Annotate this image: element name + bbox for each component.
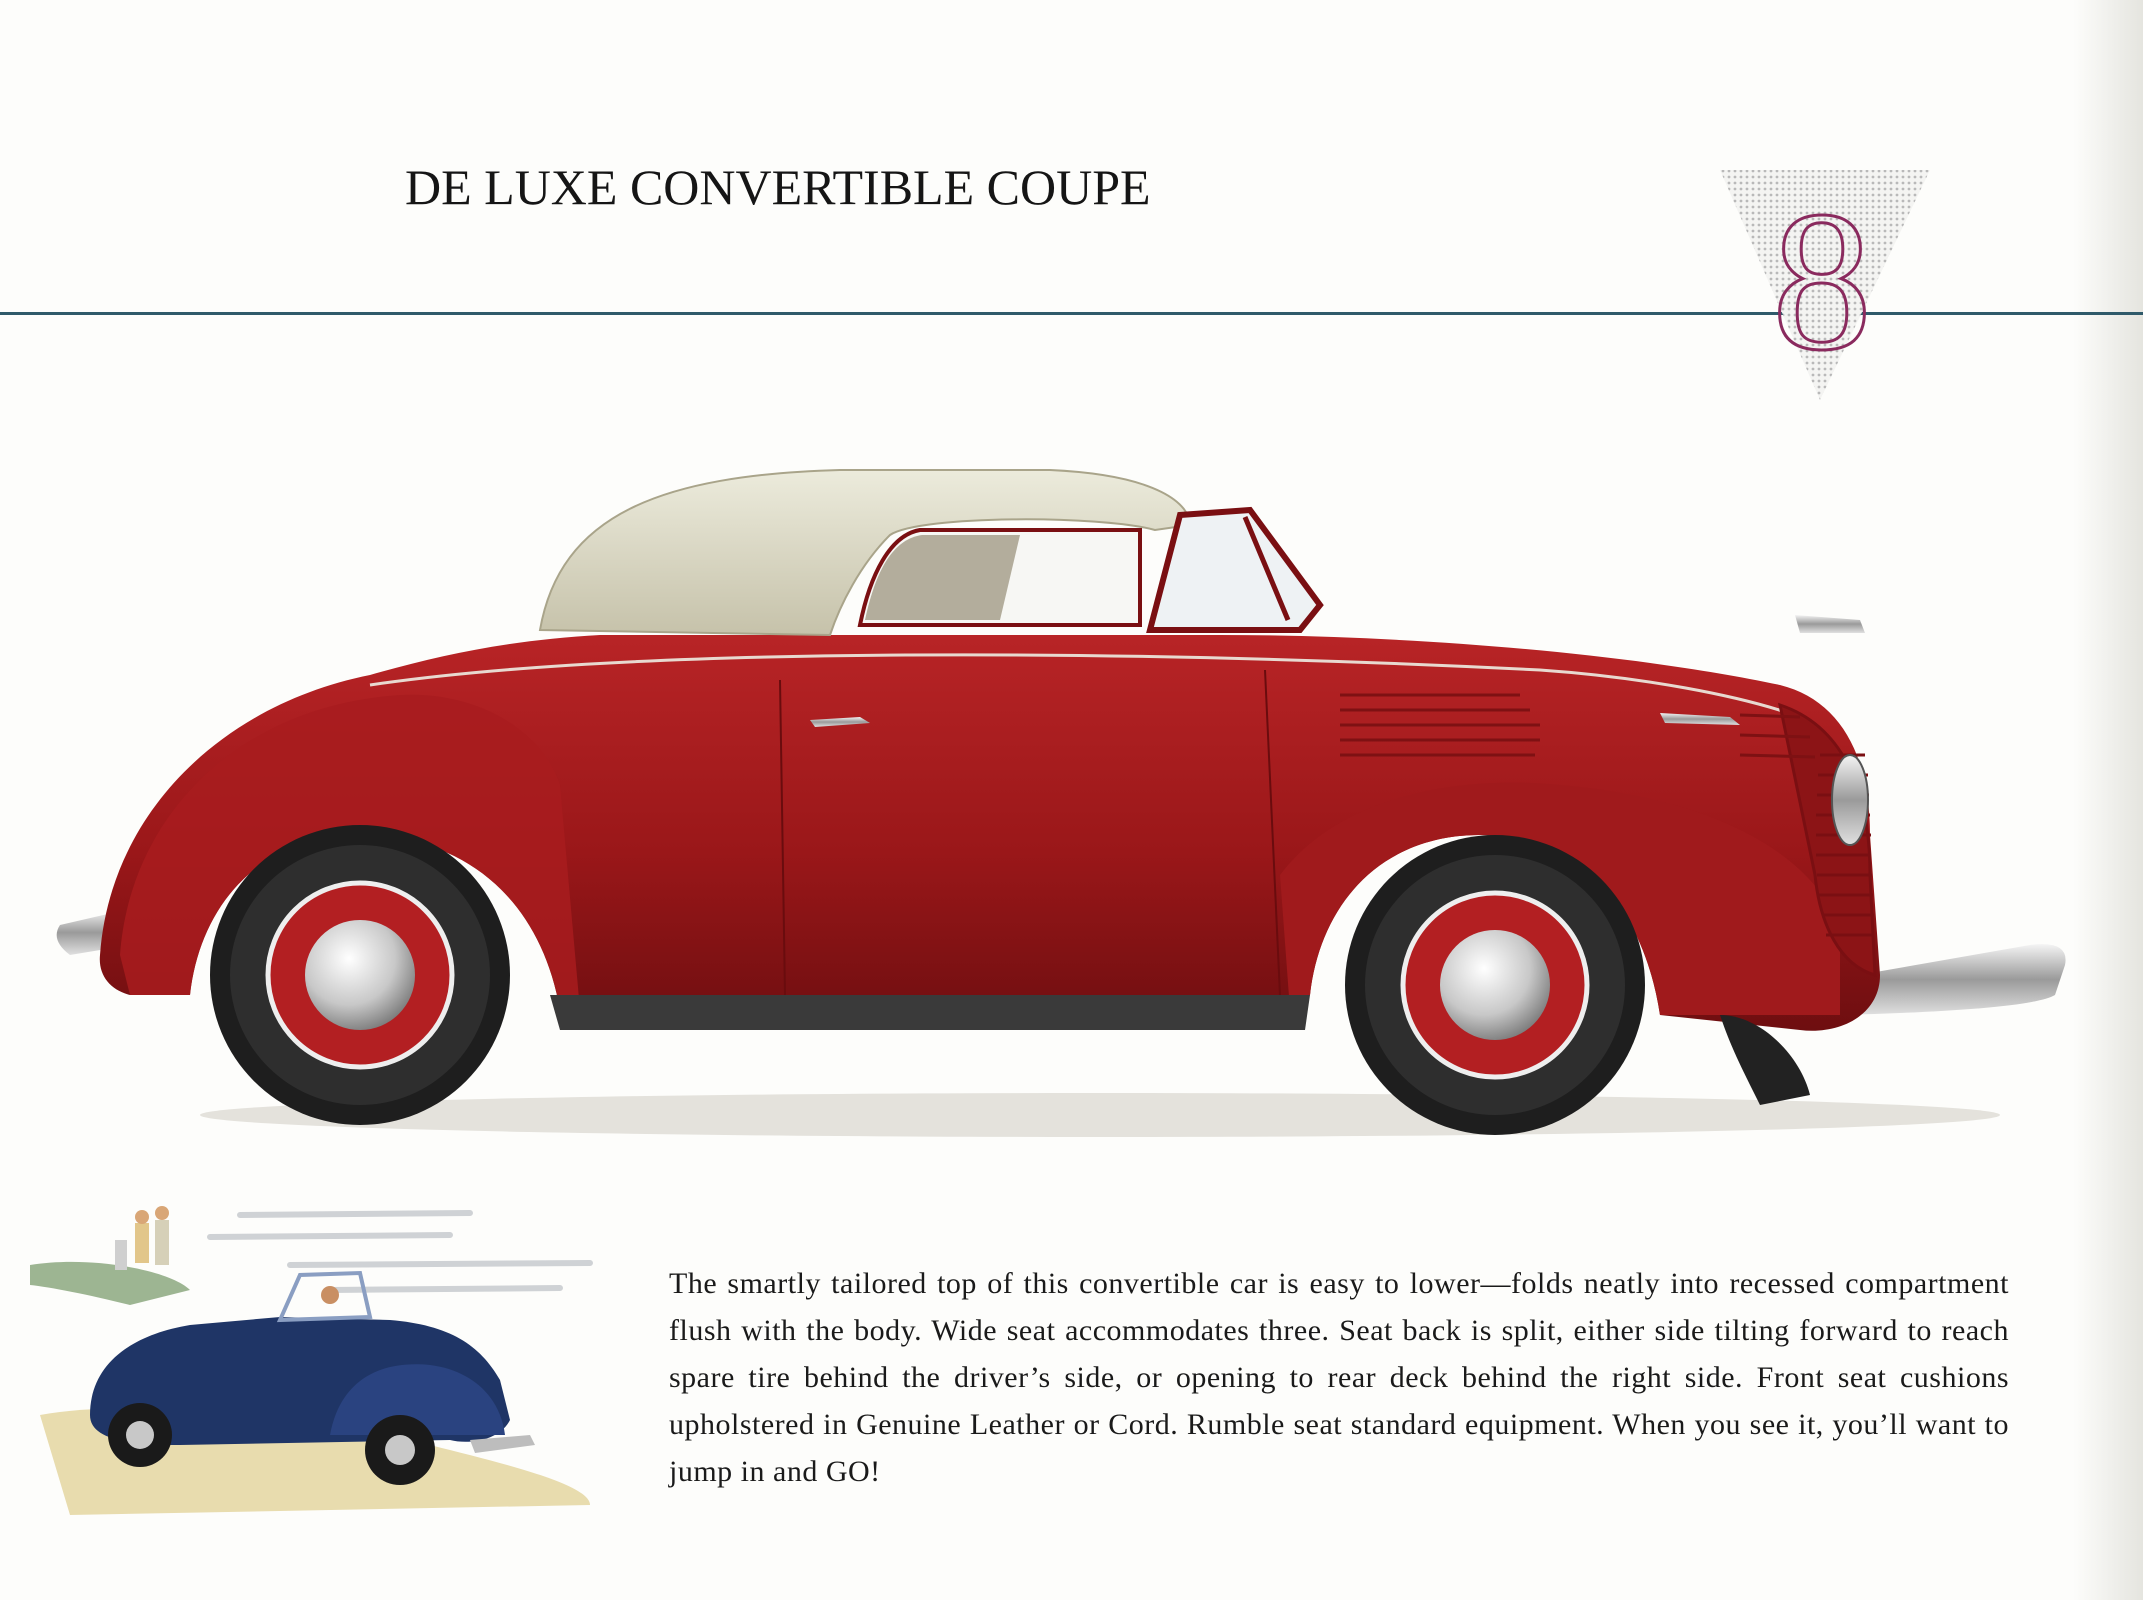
window-interior (865, 535, 1020, 620)
grass (30, 1262, 190, 1305)
red-convertible-illustration (40, 455, 2120, 1155)
sky-streaks (210, 1213, 590, 1290)
hood-ornament (1795, 615, 1865, 633)
front-wheel (1345, 835, 1645, 1135)
emblem-eight: 8 (1772, 171, 1872, 392)
blue-convertible-inset (30, 1195, 630, 1520)
running-board (550, 995, 1310, 1030)
inset-driver (321, 1286, 339, 1304)
description-paragraph: The smartly tailored top of this convertible car is easy to lower—folds neatly into recessed compartment flush with the body. Wide seat accommodates three. Seat back is split, either side tilting forward to reach spare tire behind the driver’s side, or opening to rear deck behind the right side. Front seat cushions upholstered in Genuine Leather or Cord. Rumble seat standard equipment. When you see it, you’ll want to jump in and GO! (669, 1267, 2009, 1488)
golfers (115, 1206, 169, 1270)
page-title: DE LUXE CONVERTIBLE COUPE (405, 159, 1151, 215)
ground-shadow (200, 1093, 2000, 1137)
v8-emblem (1720, 168, 1940, 408)
windshield-frame (1150, 510, 1320, 630)
headlamp (1832, 755, 1868, 845)
rear-wheel (210, 825, 510, 1125)
